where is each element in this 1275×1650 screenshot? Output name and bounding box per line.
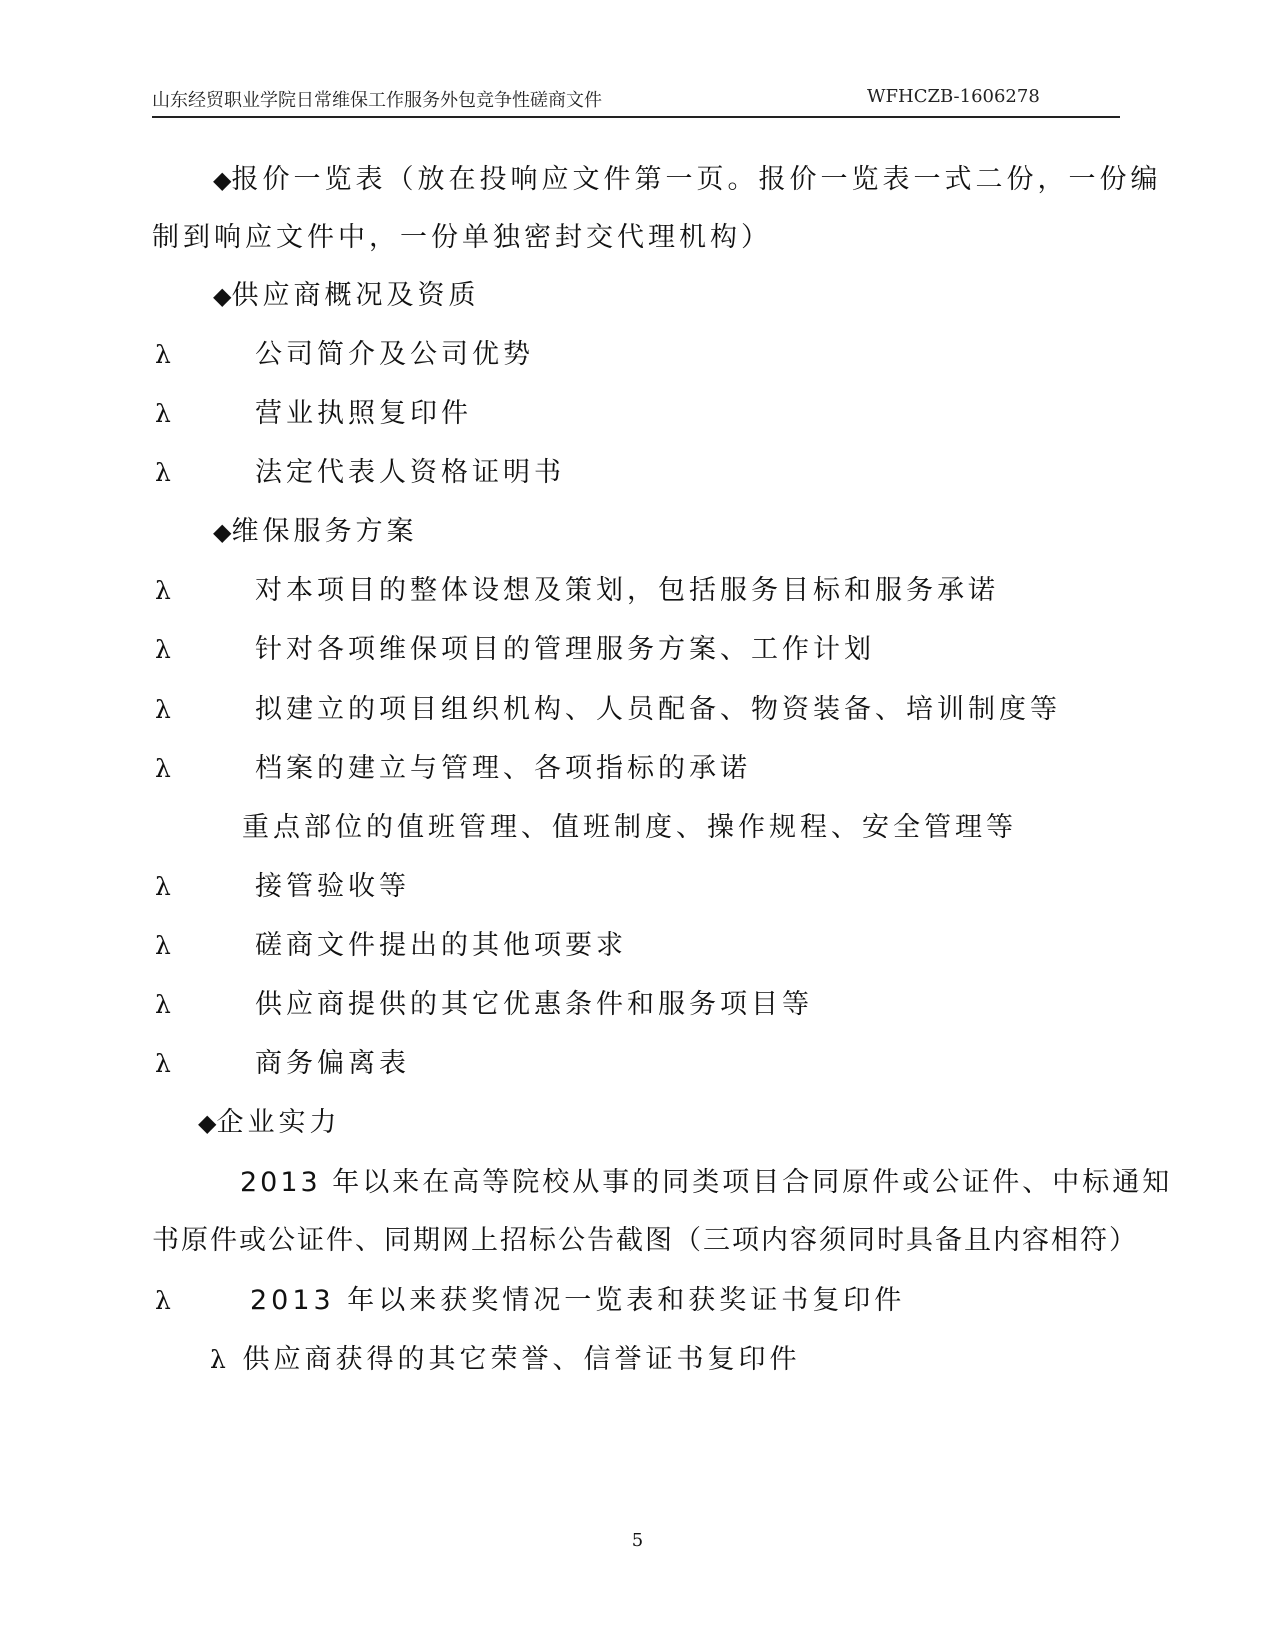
lambda-bullet-icon: λ — [155, 931, 171, 960]
lambda-bullet-icon: λ — [155, 990, 171, 1019]
lambda-bullet-icon: λ — [155, 695, 171, 724]
maintenance-plain-line: 重点部位的值班管理、值班制度、操作规程、安全管理等 — [242, 812, 1017, 843]
supplier-item: 公司简介及公司优势 — [255, 339, 534, 370]
lambda-bullet-icon: λ — [155, 458, 171, 487]
supplier-section-title: ◆供应商概况及资质 — [213, 280, 480, 311]
strength-paragraph-line-1: 2013 年以来在高等院校从事的同类项目合同原件或公证件、中标通知 — [240, 1167, 1173, 1198]
lambda-bullet-icon: λ — [155, 754, 171, 783]
lambda-bullet-icon: λ — [210, 1345, 230, 1374]
strength-paragraph-line-2: 书原件或公证件、同期网上招标公告截图（三项内容须同时具备且内容相符） — [152, 1225, 1138, 1256]
supplier-item: 营业执照复印件 — [255, 398, 472, 429]
maintenance-item: 供应商提供的其它优惠条件和服务项目等 — [255, 989, 813, 1020]
page-number: 5 — [631, 1530, 644, 1551]
strength-item: λ 供应商获得的其它荣誉、信誉证书复印件 — [210, 1344, 801, 1375]
maintenance-section-title: ◆维保服务方案 — [213, 516, 418, 547]
maintenance-item: 档案的建立与管理、各项指标的承诺 — [255, 753, 751, 784]
document-code: WFHCZB-1606278 — [867, 86, 1040, 107]
maintenance-item: 对本项目的整体设想及策划，包括服务目标和服务承诺 — [255, 575, 999, 606]
maintenance-item: 针对各项维保项目的管理服务方案、工作计划 — [255, 634, 875, 665]
maintenance-item: 接管验收等 — [255, 871, 410, 902]
lambda-bullet-icon: λ — [155, 1286, 171, 1315]
lambda-bullet-icon: λ — [155, 576, 171, 605]
diamond-bullet-icon: ◆ — [213, 518, 232, 546]
strength-item: 2013 年以来获奖情况一览表和获奖证书复印件 — [250, 1285, 906, 1316]
maintenance-item: 商务偏离表 — [255, 1048, 410, 1079]
maintenance-item: 磋商文件提出的其他项要求 — [255, 930, 627, 961]
lambda-bullet-icon: λ — [155, 635, 171, 664]
page-header — [152, 86, 1120, 118]
diamond-bullet-icon: ◆ — [213, 166, 232, 194]
lambda-bullet-icon: λ — [155, 872, 171, 901]
lambda-bullet-icon: λ — [155, 340, 171, 369]
supplier-item: 法定代表人资格证明书 — [255, 457, 565, 488]
strength-section-title: ◆企业实力 — [198, 1107, 341, 1138]
lambda-bullet-icon: λ — [155, 399, 171, 428]
quote-line-2: 制到响应文件中，一份单独密封交代理机构） — [152, 222, 772, 253]
quote-line-1: ◆报价一览表（放在投响应文件第一页。报价一览表一式二份，一份编 — [213, 164, 1162, 195]
diamond-bullet-icon: ◆ — [213, 282, 232, 310]
lambda-bullet-icon: λ — [155, 1049, 171, 1078]
diamond-bullet-icon: ◆ — [198, 1109, 217, 1137]
maintenance-item: 拟建立的项目组织机构、人员配备、物资装备、培训制度等 — [255, 694, 1061, 725]
document-title: 山东经贸职业学院日常维保工作服务外包竞争性磋商文件 — [152, 90, 602, 111]
